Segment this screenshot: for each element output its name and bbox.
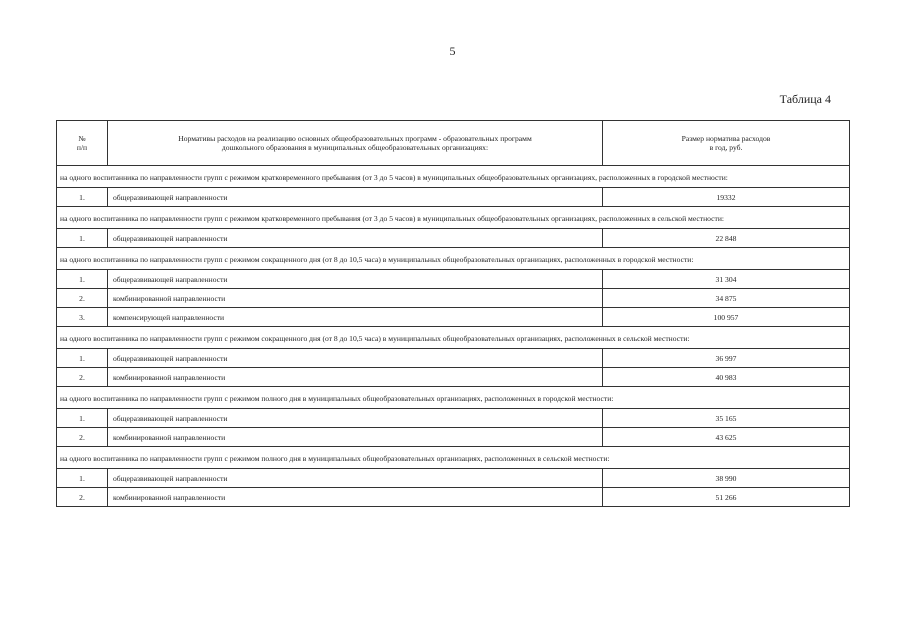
table-header-row — [57, 121, 850, 166]
row-value-cell: 100 957 — [603, 308, 850, 327]
row-value-cell: 34 875 — [603, 289, 850, 308]
table-row — [57, 368, 850, 387]
group-title: на одного воспитанника по направленности групп с режимом полного дня в муниципальных общеобразовательных организациях, расположенных в сельской местности: — [57, 447, 850, 469]
group-title-row — [57, 327, 850, 349]
header-value-cell — [603, 121, 850, 166]
row-name-cell: комбинированной направленности — [108, 488, 603, 507]
row-name-cell: компенсирующей направленности — [108, 308, 603, 327]
header-name-line1: Нормативы расходов на реализацию основных общеобразовательных программ - образовательных программ — [178, 134, 532, 143]
row-name-cell: комбинированной направленности — [108, 368, 603, 387]
row-num-cell: 1. — [57, 270, 108, 289]
group-title: на одного воспитанника по направленности групп с режимом полного дня в муниципальных общеобразовательных организациях, расположенных в городской местности: — [57, 387, 850, 409]
row-name-cell: комбинированной направленности — [108, 289, 603, 308]
row-name-cell: общеразвивающей направленности — [108, 188, 603, 207]
row-num-cell: 2. — [57, 428, 108, 447]
table-caption: Таблица 4 — [779, 92, 831, 106]
table-row — [57, 289, 850, 308]
row-num-cell: 2. — [57, 488, 108, 507]
group-title: на одного воспитанника по направленности групп с режимом сокращенного дня (от 8 до 10,5 часа) в муниципальных общеобразовательных организациях, расположенных в городской местности: — [57, 248, 850, 270]
row-name-cell: общеразвивающей направленности — [108, 270, 603, 289]
header-num-cell — [57, 121, 108, 166]
header-name-line2: дошкольного образования в муниципальных общеобразовательных организациях: — [221, 143, 489, 152]
table-row — [57, 308, 850, 327]
norms-table — [56, 120, 850, 507]
table-row — [57, 349, 850, 368]
header-value-line2: в год, руб. — [709, 143, 743, 152]
header-name-cell — [108, 121, 603, 166]
row-value-cell: 51 266 — [603, 488, 850, 507]
header-value-line1: Размер норматива расходов — [681, 134, 771, 143]
row-value-cell: 40 983 — [603, 368, 850, 387]
group-title-row — [57, 166, 850, 188]
row-value-cell: 35 165 — [603, 409, 850, 428]
header-num-line2: п/п — [76, 143, 88, 152]
header-num-line1: № — [78, 134, 86, 143]
table-row — [57, 428, 850, 447]
table-row — [57, 229, 850, 248]
norms-table-body — [57, 121, 850, 507]
page-number: 5 — [449, 44, 456, 58]
group-title-row — [57, 207, 850, 229]
row-name-cell: общеразвивающей направленности — [108, 469, 603, 488]
row-num-cell: 1. — [57, 409, 108, 428]
table-row — [57, 409, 850, 428]
group-title: на одного воспитанника по направленности групп с режимом сокращенного дня (от 8 до 10,5 часа) в муниципальных общеобразовательных организациях, расположенных в сельской местности: — [57, 327, 850, 349]
row-value-cell: 31 304 — [603, 270, 850, 289]
row-value-cell: 43 625 — [603, 428, 850, 447]
group-title: на одного воспитанника по направленности групп с режимом кратковременного пребывания (от 3 до 5 часов) в муниципальных общеобразовательных организациях, расположенных в городской местности: — [57, 166, 850, 188]
table-row — [57, 270, 850, 289]
row-num-cell: 2. — [57, 289, 108, 308]
row-value-cell: 36 997 — [603, 349, 850, 368]
row-name-cell: общеразвивающей направленности — [108, 409, 603, 428]
row-name-cell: общеразвивающей направленности — [108, 349, 603, 368]
row-name-cell: общеразвивающей направленности — [108, 229, 603, 248]
row-num-cell: 1. — [57, 188, 108, 207]
table-row — [57, 188, 850, 207]
row-value-cell: 19332 — [603, 188, 850, 207]
group-title-row — [57, 387, 850, 409]
row-value-cell: 22 848 — [603, 229, 850, 248]
row-name-cell: комбинированной направленности — [108, 428, 603, 447]
row-num-cell: 1. — [57, 469, 108, 488]
group-title-row — [57, 248, 850, 270]
row-value-cell: 38 990 — [603, 469, 850, 488]
row-num-cell: 1. — [57, 349, 108, 368]
group-title: на одного воспитанника по направленности групп с режимом кратковременного пребывания (от 3 до 5 часов) в муниципальных общеобразовательных организациях, расположенных в сельской местности: — [57, 207, 850, 229]
row-num-cell: 2. — [57, 368, 108, 387]
group-title-row — [57, 447, 850, 469]
table-row — [57, 469, 850, 488]
row-num-cell: 1. — [57, 229, 108, 248]
table-row — [57, 488, 850, 507]
row-num-cell: 3. — [57, 308, 108, 327]
